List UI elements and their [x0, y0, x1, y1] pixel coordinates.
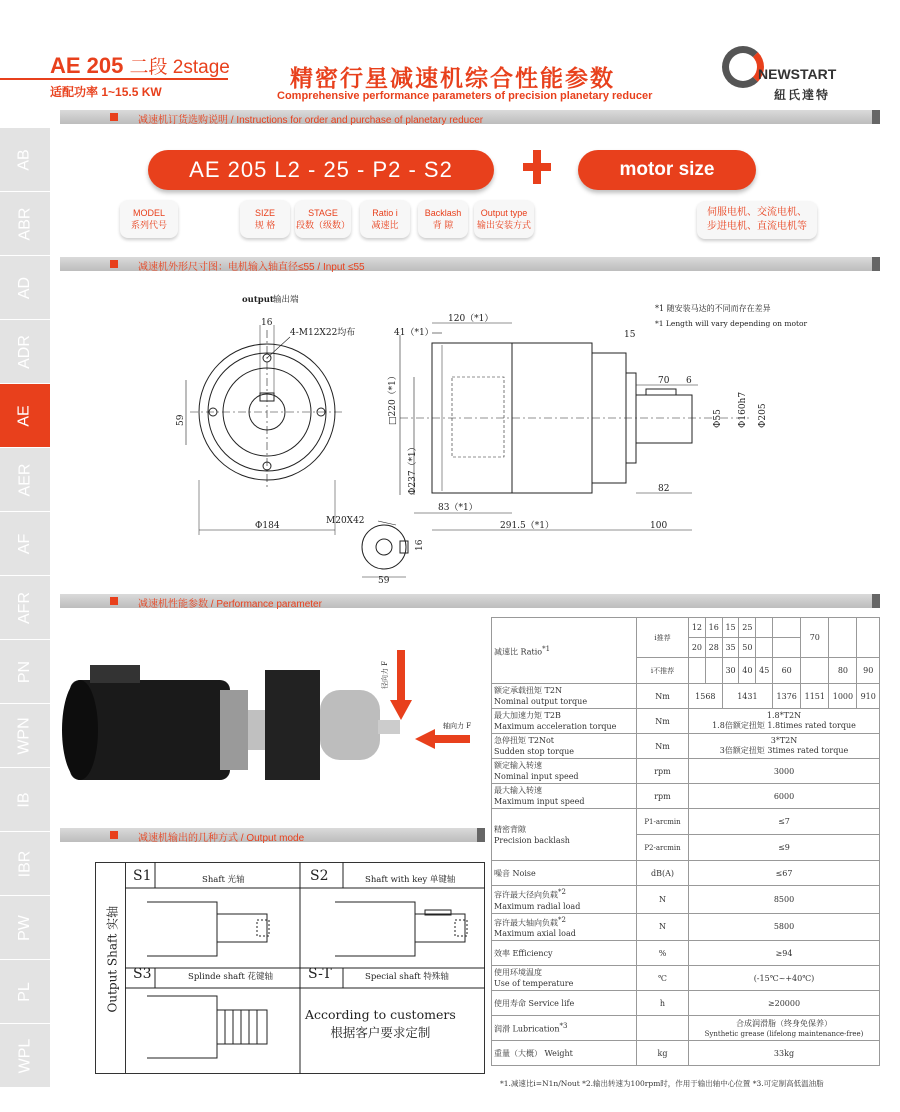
row-temperature: 使用环境温度 Use of temperature — [492, 966, 637, 991]
shaft-section — [326, 516, 425, 586]
dim-291: 291.5（*1） — [500, 521, 554, 531]
row-noise: 噪音 Noise — [492, 861, 637, 886]
output-label-cn: 输出端 — [273, 295, 299, 305]
motor-size-pill: motor size — [578, 150, 756, 190]
output-label: output — [242, 295, 274, 305]
dim-m20: M20X42 — [326, 516, 365, 526]
tag-model: MODEL 系列代号 — [120, 200, 178, 238]
axial-force-label: 轴向力 F — [443, 722, 472, 730]
label-st: Special shaft 特殊轴 — [365, 972, 449, 982]
sidebar-item-wpl[interactable]: WPL — [0, 1024, 50, 1088]
stage-label: 二段 2stage — [129, 57, 230, 78]
section-bar-performance: 减速机性能参数 / Performance parameter — [60, 594, 880, 608]
dim-184: Φ184 — [255, 521, 280, 531]
row-max-accel-torque: 最大加速力矩 T2B Maximum acceleration torque — [492, 709, 637, 734]
tag-ratio: Ratio i 减速比 — [360, 200, 410, 238]
label-s1: Shaft 光轴 — [202, 875, 245, 885]
dim-70: 70 — [658, 376, 670, 386]
brand-logo — [722, 46, 867, 104]
dim-120: 120（*1） — [448, 314, 494, 324]
dim-59: 59 — [176, 414, 186, 426]
performance-table: 减速比 Ratio$^{*1}$ i推荐 12 16 15 25 70 20 28 35 50 i不推荐 30 40 45 60 80 90 额定承载扭矩 T2N Nominal output torque Nm 1568 1431 1376 1151 1000 910 最大加速力矩 T2B Maximum acceleration torque Nm 1.8*T2N 1.8倍额定扭矩 1.8times rated torque 急停扭矩 T2Not Sudden stop torque Nm 3*T2N 3倍额定扭矩 3times rated torque 额定输入转速 Nominal input speed rpm 3000 最大输入转速 Maximum input speed rpm 6000 精密背隙 Precision backlash P1-arcmin ≤7 P2-arcmin ≤9 噪音 Noise dB(A) ≤67 容许最大径向负载$^{*2}$ Maximum radial load N 8500 容许最大轴向负载$^{*2}$ Maximum axial load N 5800 效率 Efficiency % ≥94 使用环境温度 Use of temperature ℃ (-15℃~+40℃) 使用寿命 Service life h ≥20000 润滑 Lubrication$^{*3}$ 合成润滑脂（终身免保养） Synthetic grease (lifelong maintenance-free) 重量（大概） Weight kg 33kg — [491, 617, 880, 1066]
custom-note: According to customers 根据客户要求定制 — [305, 1007, 456, 1040]
dim-83: 83（*1） — [438, 503, 478, 513]
output-mode-drawings — [125, 862, 485, 1074]
row-efficiency: 效率 Efficiency — [492, 941, 637, 966]
sidebar-item-ib[interactable]: IB — [0, 768, 50, 832]
sidebar-item-ibr[interactable]: IBR — [0, 832, 50, 896]
dim-220: □220（*1） — [388, 371, 398, 425]
dim-holes: 4-M12X22均布 — [290, 328, 356, 338]
row-radial-load: 容许最大径向负载$^{*2}$ Maximum radial load — [492, 886, 637, 914]
section-bar-dimension: 减速机外形尺寸图：电机输入轴直径≤55 / Input ≤55 — [60, 257, 880, 271]
dim-16: 16 — [261, 318, 273, 328]
row-backlash: 精密背隙 Precision backlash — [492, 809, 637, 861]
sidebar-item-pn[interactable]: PN — [0, 640, 50, 704]
product-photo — [60, 640, 485, 820]
note-1-en: *1 Length will vary depending on motor — [655, 319, 808, 328]
row-nominal-torque: 额定承载扭矩 T2N Nominal output torque — [492, 684, 637, 709]
note-1-cn: *1 随安装马达的不同而存在差异 — [655, 304, 771, 313]
label-s2: Shaft with key 单键轴 — [365, 875, 456, 885]
row-sudden-stop-torque: 急停扭矩 T2Not Sudden stop torque — [492, 734, 637, 759]
dim-15: 15 — [624, 330, 636, 340]
output-shaft-label: Output Shaft 实轴 — [105, 905, 120, 1013]
front-view — [176, 318, 355, 535]
tag-motor-types: 伺服电机、交流电机、 步进电机、直流电机等 — [697, 201, 817, 239]
sidebar-item-ad[interactable]: AD — [0, 256, 50, 320]
row-lubrication: 润滑 Lubrication$^{*3}$ — [492, 1016, 637, 1041]
tag-stage: STAGE 段数（级数） — [295, 200, 351, 238]
code-s3: S3 — [133, 966, 152, 982]
dim-55: Φ55 — [713, 409, 723, 428]
dim-s59: 59 — [378, 576, 390, 586]
row-weight: 重量（大概） Weight — [492, 1041, 637, 1066]
sidebar-item-ae[interactable]: AE — [0, 384, 50, 448]
model-heading: AE 205 二段 2stage — [50, 53, 230, 78]
dim-205: Φ205 — [758, 403, 768, 428]
dim-100: 100 — [650, 521, 668, 531]
power-range: 适配功率 1~15.5 KW — [50, 85, 162, 99]
side-view — [387, 313, 768, 531]
sidebar-item-af[interactable]: AF — [0, 512, 50, 576]
tag-backlash: Backlash 背 隙 — [418, 200, 468, 238]
sidebar-item-abr[interactable]: ABR — [0, 192, 50, 256]
plus-icon — [523, 150, 551, 184]
dimension-drawing — [150, 285, 890, 590]
ratio-label: 减速比 Ratio$^{*1}$ — [492, 618, 637, 684]
brand-name-cn: 紐氏達特 — [774, 88, 831, 102]
tag-size: SIZE 规 格 — [240, 200, 290, 238]
row-max-speed: 最大输入转速 Maximum input speed — [492, 784, 637, 809]
dim-41: 41（*1） — [394, 328, 434, 338]
brand-name: NEWSTART — [758, 66, 837, 82]
sidebar-item-pw[interactable]: PW — [0, 896, 50, 960]
label-s3: Splinde shaft 花键轴 — [188, 972, 274, 982]
code-st: S-T — [308, 966, 332, 982]
section-bar-order: 减速机订货选购说明 / Instructions for order and purchase of planetary reducer — [60, 110, 880, 124]
section-bar-output-mode: 减速机输出的几种方式 / Output mode — [60, 828, 485, 842]
dim-6: 6 — [686, 376, 692, 386]
header-rule — [0, 78, 228, 80]
row-service-life: 使用寿命 Service life — [492, 991, 637, 1016]
dim-160: Φ160h7 — [738, 391, 748, 428]
row-nominal-speed: 额定输入转速 Nominal input speed — [492, 759, 637, 784]
tag-output-type: Output type 输出安装方式 — [474, 200, 534, 238]
sidebar-item-wpn[interactable]: WPN — [0, 704, 50, 768]
series-sidebar — [0, 128, 50, 1088]
sidebar-item-adr[interactable]: ADR — [0, 320, 50, 384]
code-s1: S1 — [133, 868, 152, 884]
sidebar-item-afr[interactable]: AFR — [0, 576, 50, 640]
dim-82: 82 — [658, 484, 670, 494]
sidebar-item-pl[interactable]: PL — [0, 960, 50, 1024]
code-s2: S2 — [310, 868, 329, 884]
table-footnote: *1.减速比i=N1n/Nout *2.输出转速为100rpm时，作用于输出轴中心位置 *3.可定制高低温油脂 — [500, 1079, 824, 1088]
order-code-pill: AE 205 L2 - 25 - P2 - S2 — [148, 150, 494, 190]
page-title: 精密行星减速机综合性能参数 — [290, 65, 615, 91]
row-axial-load: 容许最大轴向负载$^{*2}$ Maximum axial load — [492, 913, 637, 941]
page-subtitle: Comprehensive performance parameters of precision planetary reducer — [277, 90, 653, 102]
sidebar-item-ab[interactable]: AB — [0, 128, 50, 192]
radial-force-label: 径向力 F — [381, 660, 389, 689]
dim-237: Φ237（*1） — [408, 442, 418, 495]
sidebar-item-aer[interactable]: AER — [0, 448, 50, 512]
dim-s16: 16 — [415, 539, 425, 551]
